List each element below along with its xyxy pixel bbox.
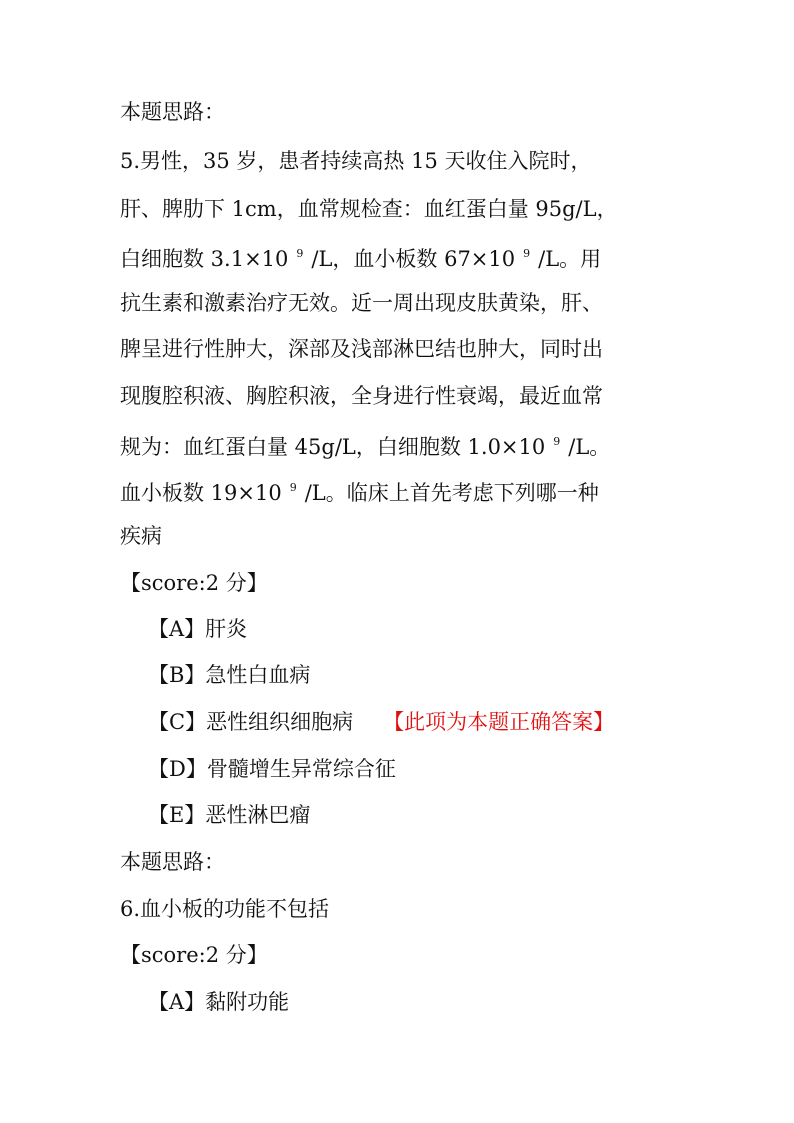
stem-text: 血小板数 19×10	[120, 481, 282, 505]
option-b[interactable]: 【B】急性白血病	[148, 663, 311, 687]
exponent: 9	[296, 247, 304, 260]
stem-text: /L。用	[538, 247, 602, 271]
question-6-score: 【score:2 分】	[120, 943, 268, 967]
question-5-stem-line-6: 现腹腔积液、胸腔积液，全身进行性衰竭，最近血常	[120, 384, 603, 408]
option-c-label: 【C】恶性组织细胞病	[148, 710, 354, 734]
stem-text: 白细胞数 3.1×10	[120, 247, 289, 271]
question-5-stem-line-8	[120, 474, 599, 507]
option-d[interactable]: 【D】骨髓增生异常综合征	[148, 757, 396, 781]
stem-text: /L。临床上首先考虑下列哪一种	[304, 481, 599, 505]
option-e[interactable]: 【E】恶性淋巴瘤	[148, 803, 311, 827]
stem-text: /L。	[568, 435, 611, 459]
question-5-stem-line-1: 5.男性，35 岁，患者持续高热 15 天收住入院时，	[120, 149, 592, 173]
stem-text: 规为：血红蛋白量 45g/L，白细胞数 1.0×10	[120, 435, 546, 459]
question-5-stem-line-2: 肝、脾肋下 1cm，血常规检查：血红蛋白量 95g/L，	[120, 197, 618, 221]
exponent: 9	[523, 247, 531, 260]
question-5-stem-line-7	[120, 428, 610, 461]
question-5-stem-line-4: 抗生素和激素治疗无效。近一周出现皮肤黄染，肝、	[120, 291, 603, 315]
exponent: 9	[289, 481, 297, 494]
option-a[interactable]: 【A】肝炎	[148, 617, 248, 641]
stem-text: /L，血小板数 67×10	[311, 247, 516, 271]
question-5-score: 【score:2 分】	[120, 571, 268, 595]
thinking-label: 本题思路：	[120, 850, 225, 874]
exponent: 9	[553, 435, 561, 448]
thinking-label-prev: 本题思路：	[120, 100, 225, 124]
question-5-stem-line-9: 疾病	[120, 524, 162, 548]
option-c[interactable]	[148, 708, 614, 736]
question-6-stem: 6.血小板的功能不包括	[120, 897, 330, 921]
correct-answer-note: 【此项为本题正确答案】	[383, 710, 615, 734]
question-5-stem-line-5: 脾呈进行性肿大，深部及浅部淋巴结也肿大，同时出	[120, 337, 603, 361]
question-5-stem-line-3	[120, 240, 601, 273]
option-a[interactable]: 【A】黏附功能	[148, 990, 290, 1014]
